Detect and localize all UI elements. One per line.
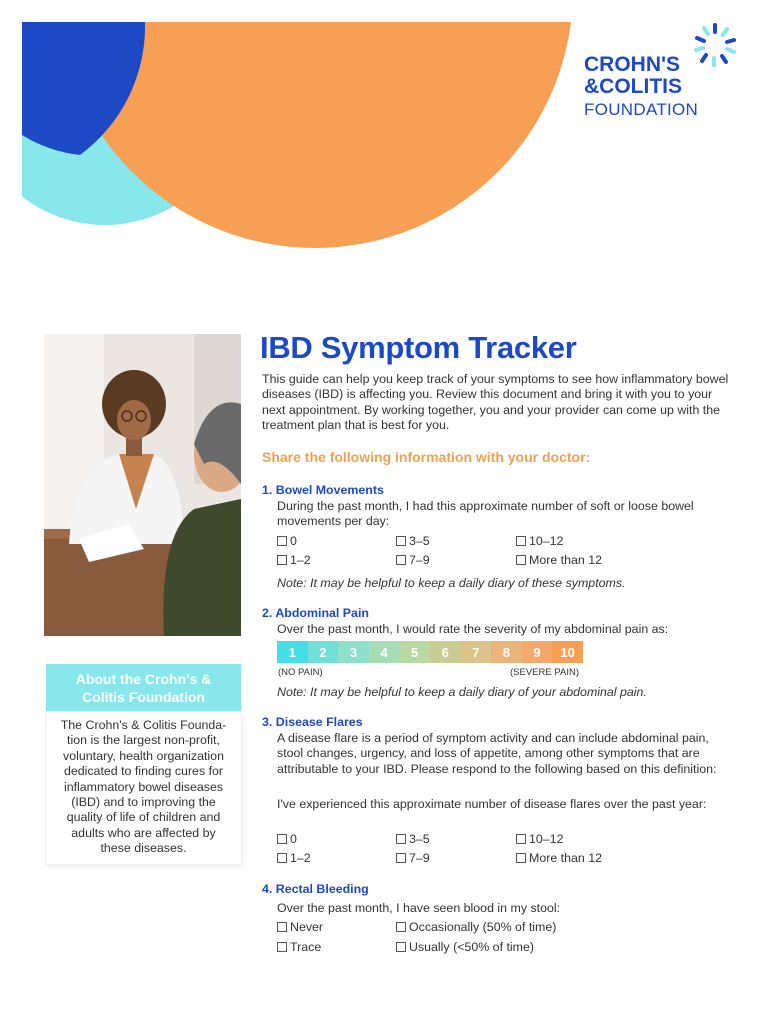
checkbox[interactable] (516, 536, 526, 546)
bleed-option-trace[interactable]: Trace (277, 940, 321, 954)
bm-option-0[interactable]: 0 (277, 534, 297, 548)
bm-option-7-9[interactable]: 7–9 (396, 553, 430, 567)
checkbox[interactable] (396, 834, 406, 844)
checkbox[interactable] (277, 942, 287, 952)
pain-scale-cell-5[interactable]: 5 (399, 641, 430, 663)
section-2-note: Note: It may be helpful to keep a daily diary of your abdominal pain. (277, 685, 647, 699)
flare-option-10-12[interactable]: 10–12 (516, 832, 563, 846)
logo-line-2: &COLITIS (584, 75, 682, 98)
flare-option-3-5[interactable]: 3–5 (396, 832, 430, 846)
checkbox[interactable] (396, 853, 406, 863)
section-2-label: Abdominal Pain (275, 606, 369, 620)
checkbox[interactable] (396, 536, 406, 546)
bm-option-1-2[interactable]: 1–2 (277, 553, 311, 567)
checkbox[interactable] (277, 853, 287, 863)
intro-paragraph: This guide can help you keep track of your symptoms to see how inflammatory bowel diseases (IBD) is affecting you. Review this document and bring it with you to your next appointment. By working together, you and your provider can come up with the treatment plan that is best for you. (262, 372, 729, 433)
bm-option-more-12[interactable]: More than 12 (516, 553, 602, 567)
bm-option-3-5[interactable]: 3–5 (396, 534, 430, 548)
flare-option-0[interactable]: 0 (277, 832, 297, 846)
no-pain-label: (NO PAIN) (278, 667, 323, 678)
pain-scale-cell-6[interactable]: 6 (430, 641, 461, 663)
section-3-number: 3. (262, 715, 273, 729)
logo-line-1: CROHN'S (584, 53, 680, 76)
checkbox[interactable] (396, 555, 406, 565)
section-3-label: Disease Flares (275, 715, 363, 729)
pain-scale-cell-4[interactable]: 4 (369, 641, 400, 663)
doctor-patient-photo (44, 334, 241, 636)
pain-scale-cell-7[interactable]: 7 (461, 641, 492, 663)
section-1-text: During the past month, I had this approximate number of soft or loose bowel movements per day: (277, 499, 694, 529)
section-2-number: 2. (262, 606, 273, 620)
pain-scale-cell-3[interactable]: 3 (338, 641, 369, 663)
checkbox[interactable] (516, 834, 526, 844)
pain-scale-cell-8[interactable]: 8 (491, 641, 522, 663)
checkbox[interactable] (277, 834, 287, 844)
bm-option-10-12[interactable]: 10–12 (516, 534, 563, 548)
section-3-text-2: I've experienced this approximate number of disease flares over the past year: (277, 797, 707, 811)
page-title: IBD Symptom Tracker (260, 330, 577, 365)
logo-line-3: FOUNDATION (584, 100, 699, 119)
section-3-title (262, 715, 363, 729)
crohns-colitis-logo (584, 22, 744, 122)
section-1-title (262, 483, 384, 497)
severe-pain-label: (SEVERE PAIN) (510, 667, 579, 678)
section-1-label: Bowel Movements (275, 483, 384, 497)
pain-scale-cell-10[interactable]: 10 (552, 641, 583, 663)
section-4-label: Rectal Bleeding (275, 882, 369, 896)
share-heading: Share the following information with your doctor: (262, 449, 591, 465)
section-4-number: 4. (262, 882, 273, 896)
pain-scale-cell-2[interactable]: 2 (308, 641, 339, 663)
bleed-option-usually[interactable]: Usually (<50% of time) (396, 940, 534, 954)
about-heading-box (46, 664, 241, 712)
section-3-text: A disease flare is a period of symptom activity and can include abdominal pain, stool changes, urgency, and loss of appetite, among other symptoms that are attributable to your IBD. Please respond to the following based on this definition: (277, 731, 717, 776)
section-1-note: Note: It may be helpful to keep a daily diary of these symptoms. (277, 576, 626, 590)
bleed-option-occasionally[interactable]: Occasionally (50% of time) (396, 920, 556, 934)
checkbox[interactable] (277, 536, 287, 546)
pain-scale-cell-1[interactable]: 1 (277, 641, 308, 663)
checkbox[interactable] (516, 853, 526, 863)
checkbox[interactable] (396, 942, 406, 952)
pain-scale (277, 641, 583, 663)
flare-option-more-12[interactable]: More than 12 (516, 851, 602, 865)
section-4-title (262, 882, 369, 896)
pain-scale-cell-9[interactable]: 9 (522, 641, 553, 663)
checkbox[interactable] (396, 922, 406, 932)
section-1-number: 1. (262, 483, 273, 497)
bleed-option-never[interactable]: Never (277, 920, 323, 934)
section-2-title (262, 606, 369, 620)
checkbox[interactable] (516, 555, 526, 565)
checkbox[interactable] (277, 922, 287, 932)
about-heading: About the Crohn's & Colitis Foundation (75, 671, 212, 705)
flare-option-1-2[interactable]: 1–2 (277, 851, 311, 865)
ring-of-dashes-logo-icon (692, 22, 738, 68)
flare-option-7-9[interactable]: 7–9 (396, 851, 430, 865)
section-2-text: Over the past month, I would rate the severity of my abdominal pain as: (277, 622, 669, 636)
about-text: The Crohn's & Colitis Founda-tion is the largest non-profit, voluntary, health organization dedicated to finding cures for inflammatory bowel diseases (IBD) and to improving the quality of life of children and adults who are affected by these diseases. (46, 712, 241, 864)
section-4-text: Over the past month, I have seen blood in my stool: (277, 901, 561, 915)
checkbox[interactable] (277, 555, 287, 565)
